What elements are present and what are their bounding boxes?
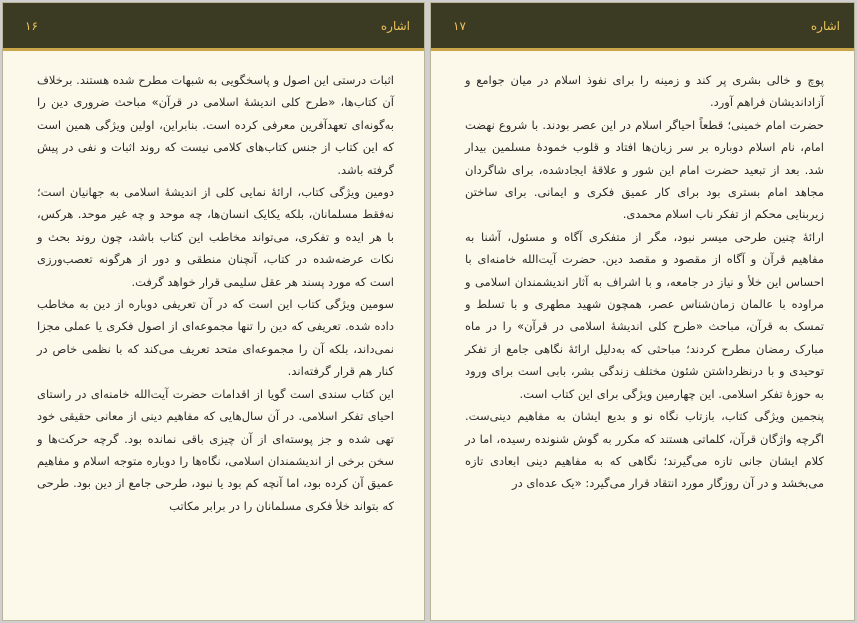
page-number: ۱۶ [25,18,38,33]
right-page [430,2,855,621]
page-header [3,3,424,51]
page-body [3,51,424,517]
paragraph: این کتاب سندی است گویا از اقدامات حضرت آیت‌الله خامنه‌ای در راستای احیای تفکر اسلامی. در آن سال‌هایی که مفاهیم دینی از معانی حقیقی خود تهی شده و جز پوسته‌ای از آن چیزی باقی نمانده بود. گرچه حرکت‌ها و سخن برخی از اندیشمندان اسلامی، نگاه‌ها را دوباره متوجه اسلام و مفاهیم عمیق آن کرده بود، اما آنچه کم بود یا نبود، طرحی جامع از دین بود. طرحی که بتواند خلأ فکری مسلمانان را در برابر مکاتب [37,386,394,513]
paragraph: سومین ویژگی کتاب این است که در آن تعریفی دوباره از دین به مخاطب داده شده. تعریفی که دین را تنها مجموعه‌ای از اصول فکری یا عملی مجزا نمی‌داند، بلکه آن را مجموعه‌ای متحد تعریف می‌کند که با نظمی خاص در کنار هم قرار گرفته‌اند. [37,297,394,379]
paragraph: حضرت امام خمینی‌؛ قطعاً احیاگر اسلام در این عصر بودند. با شروع نهضت امام، نام اسلام دوباره بر سر زبان‌ها افتاد و قلوب خمودهٔ مسلمین بیدار شد. بعد از تبعید حضرت امام این شور و علاقهٔ ایجادشده، برای شاگردان مجاهد امام بستری بود برای کار عمیق فکری و ایمانی. برای ساختن زیربنایی محکم از تفکر ناب اسلام محمدی. [465,117,824,222]
running-title: اشاره [380,18,410,33]
paragraph: پوچ و خالی بشری پر کند و زمینه را برای نفوذ اسلام در میان جوامع و آزاداندیشان فراهم آورد. [465,73,824,110]
page-body [431,51,854,495]
paragraph: پنجمین ویژگی کتاب، بازتاب نگاه نو و بدیع ایشان به مفاهیم دینی‌ست. اگرچه واژگان قرآن، کلماتی هستند که مکرر به گوش شنونده رسیده، اما در کلام ایشان جانی تازه می‌گیرند؛ نگاهی که به مفاهیم دینی ابعادی تازه می‌بخشد و در آن روزگار مورد انتقاد قرار می‌گیرد: «یک عده‌ای در [465,409,824,491]
left-page [2,2,425,621]
page-number: ۱۷ [453,18,466,33]
running-title: اشاره [810,18,840,33]
paragraph: ارائهٔ چنین طرحی میسر نبود، مگر از متفکری آگاه و مسئول، آشنا به مفاهیم قرآن و آگاه از مقصود و مقصد دین. حضرت آیت‌الله خامنه‌ای با احساس این خلأ و نیاز در جامعه، و با اشراف به آثار اندیشمندان اسلامی و مراوده با عالمان زمان‌شناس عصر، همچون شهید مطهری و با تسلط و تمسک به قرآن، مباحث «طرح کلی اندیشهٔ اسلامی در قرآن» را در ماه مبارک رمضان مطرح کردند؛ مباحثی که به‌دلیل ارائهٔ نگاهی جامع از تفکر توحیدی و با درنظرداشتن شئون مختلف زندگی بشر، بابی است برای ورود به حوزهٔ تفکر اسلامی. این چهارمین ویژگی برای این کتاب است. [465,229,824,401]
paragraph: اثبات درستی این اصول و پاسخگویی به شبهات مطرح شده هستند. برخلاف آن کتاب‌ها، «طرح کلی اندیشهٔ اسلامی در قرآن» مباحث ضروری دین را به‌گونه‌ای تعهدآفرین معرفی کرده است. بنابراین، اولین ویژگی همین است که این کتاب از جنس کتاب‌های کلامی نیست که روند اثبات و نفی در پیش گرفته باشد. [37,73,394,177]
page-header [431,3,854,51]
paragraph: دومین ویژگی کتاب، ارائهٔ نمایی کلی از اندیشهٔ اسلامی به جهانیان است؛ نه‌فقط مسلمانان، بلکه یکایک انسان‌ها، چه موحد و چه غیر موحد. هرکس، با هر ایده و تفکری، می‌تواند مخاطب این کتاب باشد، چون روند بحث و نکات عرضه‌شده در کتاب، آنچنان منطقی و دور از هرگونه تعصب‌ورزی است که مورد پسند هر عقل سلیمی قرار خواهد گرفت. [37,185,394,289]
